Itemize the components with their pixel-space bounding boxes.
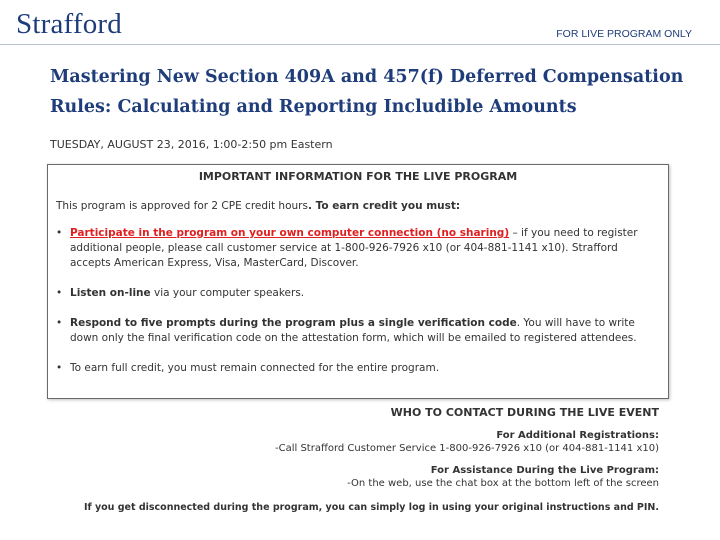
- list-item: [56, 286, 656, 301]
- page-title: Mastering New Section 409A and 457(f) Deferred Compensation Rules: Calculating and Reporting Includible Amounts: [50, 67, 684, 117]
- listen-online-label: Listen on-line: [70, 287, 151, 299]
- bullet-icon: •: [56, 362, 63, 374]
- bullet-icon: •: [56, 287, 63, 299]
- requirements-list: [56, 226, 656, 391]
- list-item: [56, 316, 656, 346]
- list-item: [56, 226, 656, 271]
- info-heading: IMPORTANT INFORMATION FOR THE LIVE PROGRAM: [198, 170, 518, 183]
- live-program-tagline: FOR LIVE PROGRAM ONLY: [556, 28, 692, 40]
- own-connection-link[interactable]: Participate in the program on your own computer connection (no sharing): [70, 227, 510, 239]
- credit-intro: [56, 200, 460, 212]
- assistance-contact-line: -On the web, use the chat box at the bottom left of the screen: [347, 478, 659, 489]
- program-datetime: TUESDAY, AUGUST 23, 2016, 1:00-2:50 pm Eastern: [50, 138, 333, 151]
- assistance-contact-label: For Assistance During the Live Program:: [430, 465, 659, 476]
- header-divider: [0, 44, 720, 45]
- live-program-info-box: [47, 164, 669, 399]
- contact-heading: WHO TO CONTACT DURING THE LIVE EVENT: [390, 406, 659, 419]
- full-credit-note: To earn full credit, you must remain connected for the entire program.: [70, 362, 440, 374]
- list-item: [56, 361, 656, 376]
- listen-online-note: via your computer speakers.: [150, 287, 305, 299]
- credit-intro-tail: . To earn credit you must:: [307, 200, 461, 212]
- prompts-note: . You will have to write down only the final verification code on the attestation form, which will be emailed to registered attendees.: [70, 317, 637, 344]
- prompts-label: Respond to five prompts during the program plus a single verification code: [70, 317, 517, 329]
- registration-contact-line: -Call Strafford Customer Service 1-800-926-7926 x10 (or 404-881-1141 x10): [274, 443, 659, 454]
- disconnect-note: If you get disconnected during the program, you can simply log in using your original instructions and PIN.: [83, 502, 659, 513]
- contact-section: [39, 406, 659, 514]
- registration-note: – if you need to register additional people, please call customer service at 1-800-926-7926 x10 (or 404-881-1141 x10). Strafford accepts American Express, Visa, MasterCard, Discover.: [70, 227, 638, 269]
- credit-intro-main: This program is approved for 2 CPE credit hours: [56, 200, 308, 212]
- strafford-logo: Strafford: [16, 8, 122, 40]
- bullet-icon: •: [56, 227, 63, 239]
- registration-contact-label: For Additional Registrations:: [496, 430, 659, 441]
- bullet-icon: •: [56, 317, 63, 329]
